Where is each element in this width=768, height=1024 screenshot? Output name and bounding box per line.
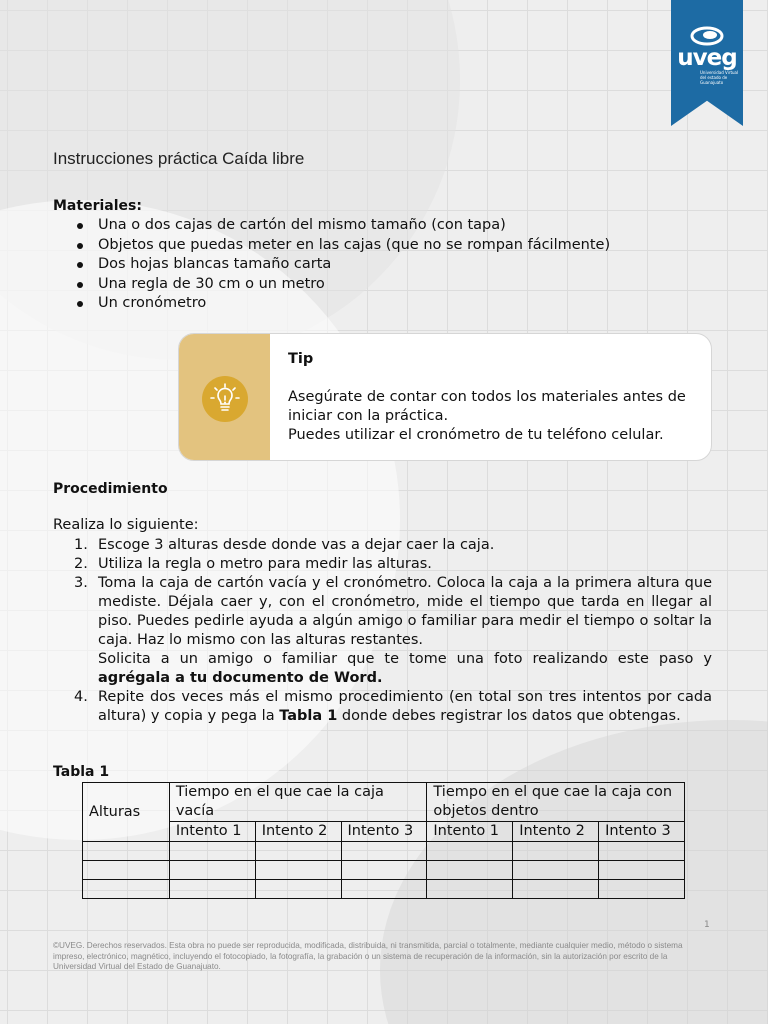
table-cell[interactable] (255, 880, 341, 899)
list-item: Una regla de 30 cm o un metro (75, 275, 695, 295)
page-number: 1 (704, 920, 710, 930)
step-text: Repite dos veces más el mismo procedimiento (en total son tres intentos por cada altura) y copia y pega la (98, 689, 712, 724)
table-cell[interactable] (513, 880, 599, 899)
table-row (83, 842, 685, 861)
table-cell[interactable] (83, 861, 170, 880)
header-intento: Intento 1 (427, 822, 513, 842)
table-cell[interactable] (513, 861, 599, 880)
table-cell[interactable] (599, 861, 685, 880)
step-number: 4. (74, 689, 88, 705)
table-cell[interactable] (599, 842, 685, 861)
table-subheader-row (83, 822, 685, 842)
header-group-full-box: Tiempo en el que cae la caja con objetos dentro (427, 783, 685, 822)
header-group-empty-box: Tiempo en el que cae la caja vacía (169, 783, 427, 822)
list-item: Un cronómetro (75, 294, 695, 314)
header-intento: Intento 3 (599, 822, 685, 842)
table-cell[interactable] (83, 880, 170, 899)
logo-text: uveg (677, 45, 737, 71)
header-intento: Intento 3 (341, 822, 427, 842)
step-extra-bold: agrégala a tu documento de Word. (98, 670, 383, 686)
list-item: Objetos que puedas meter en las cajas (que no se rompan fácilmente) (75, 236, 695, 256)
page-title: Instrucciones práctica Caída libre (53, 149, 305, 168)
table-cell[interactable] (341, 861, 427, 880)
table-caption: Tabla 1 (53, 764, 110, 780)
materiales-heading: Materiales: (53, 198, 142, 214)
step-number: 3. (74, 575, 88, 591)
table-cell[interactable] (169, 880, 255, 899)
tip-line: Puedes utilizar el cronómetro de tu teléfono celular. (288, 427, 664, 443)
procedimiento-intro: Realiza lo siguiente: (53, 517, 199, 533)
list-item: Dos hojas blancas tamaño carta (75, 255, 695, 275)
step-item (53, 536, 712, 555)
table-row (83, 880, 685, 899)
table-cell[interactable] (427, 842, 513, 861)
logo-swirl-icon (686, 24, 728, 46)
materiales-list (75, 216, 695, 314)
header-intento: Intento 2 (255, 822, 341, 842)
table-cell[interactable] (341, 880, 427, 899)
tip-text (288, 388, 698, 445)
step-item (53, 555, 712, 574)
step-text: Toma la caja de cartón vacía y el cronómetro. Coloca la caja a la primera altura que mediste. Déjala caer y, con el cronómetro, mide el tiempo que tarda en llegar al piso. Puedes pedirle ayuda a algún amigo o familiar para medir el tiempo o soltar la caja. Haz lo mismo con las alturas restantes. (98, 575, 712, 648)
table-cell[interactable] (427, 880, 513, 899)
table-cell[interactable] (427, 861, 513, 880)
step-text: Utiliza la regla o metro para medir las alturas. (98, 556, 432, 572)
table-cell[interactable] (513, 842, 599, 861)
table-header-row (83, 783, 685, 822)
tip-line: Asegúrate de contar con todos los materiales antes de iniciar con la práctica. (288, 389, 686, 424)
header-alturas: Alturas (83, 783, 170, 842)
table-cell[interactable] (255, 842, 341, 861)
table-cell[interactable] (169, 842, 255, 861)
step-item (53, 574, 712, 688)
step-extra-text: Solicita a un amigo o familiar que te tome una foto realizando este paso y (98, 651, 712, 667)
logo-subtitle: Universidad Virtual del estado de Guanajuato (700, 70, 739, 85)
step-text: Escoge 3 alturas desde donde vas a dejar caer la caja. (98, 537, 495, 553)
step-number: 2. (74, 556, 88, 572)
step-text: donde debes registrar los datos que obtengas. (337, 708, 681, 724)
step-item (53, 688, 712, 726)
data-table (82, 782, 685, 899)
list-item: Una o dos cajas de cartón del mismo tamaño (con tapa) (75, 216, 695, 236)
copyright-notice: ©UVEG. Derechos reservados. Esta obra no puede ser reproducida, modificada, distribuida, ni transmitida, parcial o totalmente, mediante cualquier medio, método o sistema impreso, electrónico, magnético, incluyendo el fotocopiado, la fotografía, la grabación o un sistema de recuperación de la información, sin la autorización por escrito de la Universidad Virtual del Estado de Guanajuato. (53, 941, 683, 971)
procedimiento-heading: Procedimiento (53, 481, 168, 497)
table-cell[interactable] (599, 880, 685, 899)
table-row (83, 861, 685, 880)
table-cell[interactable] (341, 842, 427, 861)
header-intento: Intento 1 (169, 822, 255, 842)
table-cell[interactable] (255, 861, 341, 880)
table-cell[interactable] (169, 861, 255, 880)
table-cell[interactable] (83, 842, 170, 861)
tip-title: Tip (288, 351, 314, 367)
step-number: 1. (74, 537, 88, 553)
header-intento: Intento 2 (513, 822, 599, 842)
lightbulb-icon (197, 369, 253, 425)
tip-box (178, 333, 712, 461)
steps-list (53, 536, 712, 726)
table-reference: Tabla 1 (279, 708, 338, 724)
